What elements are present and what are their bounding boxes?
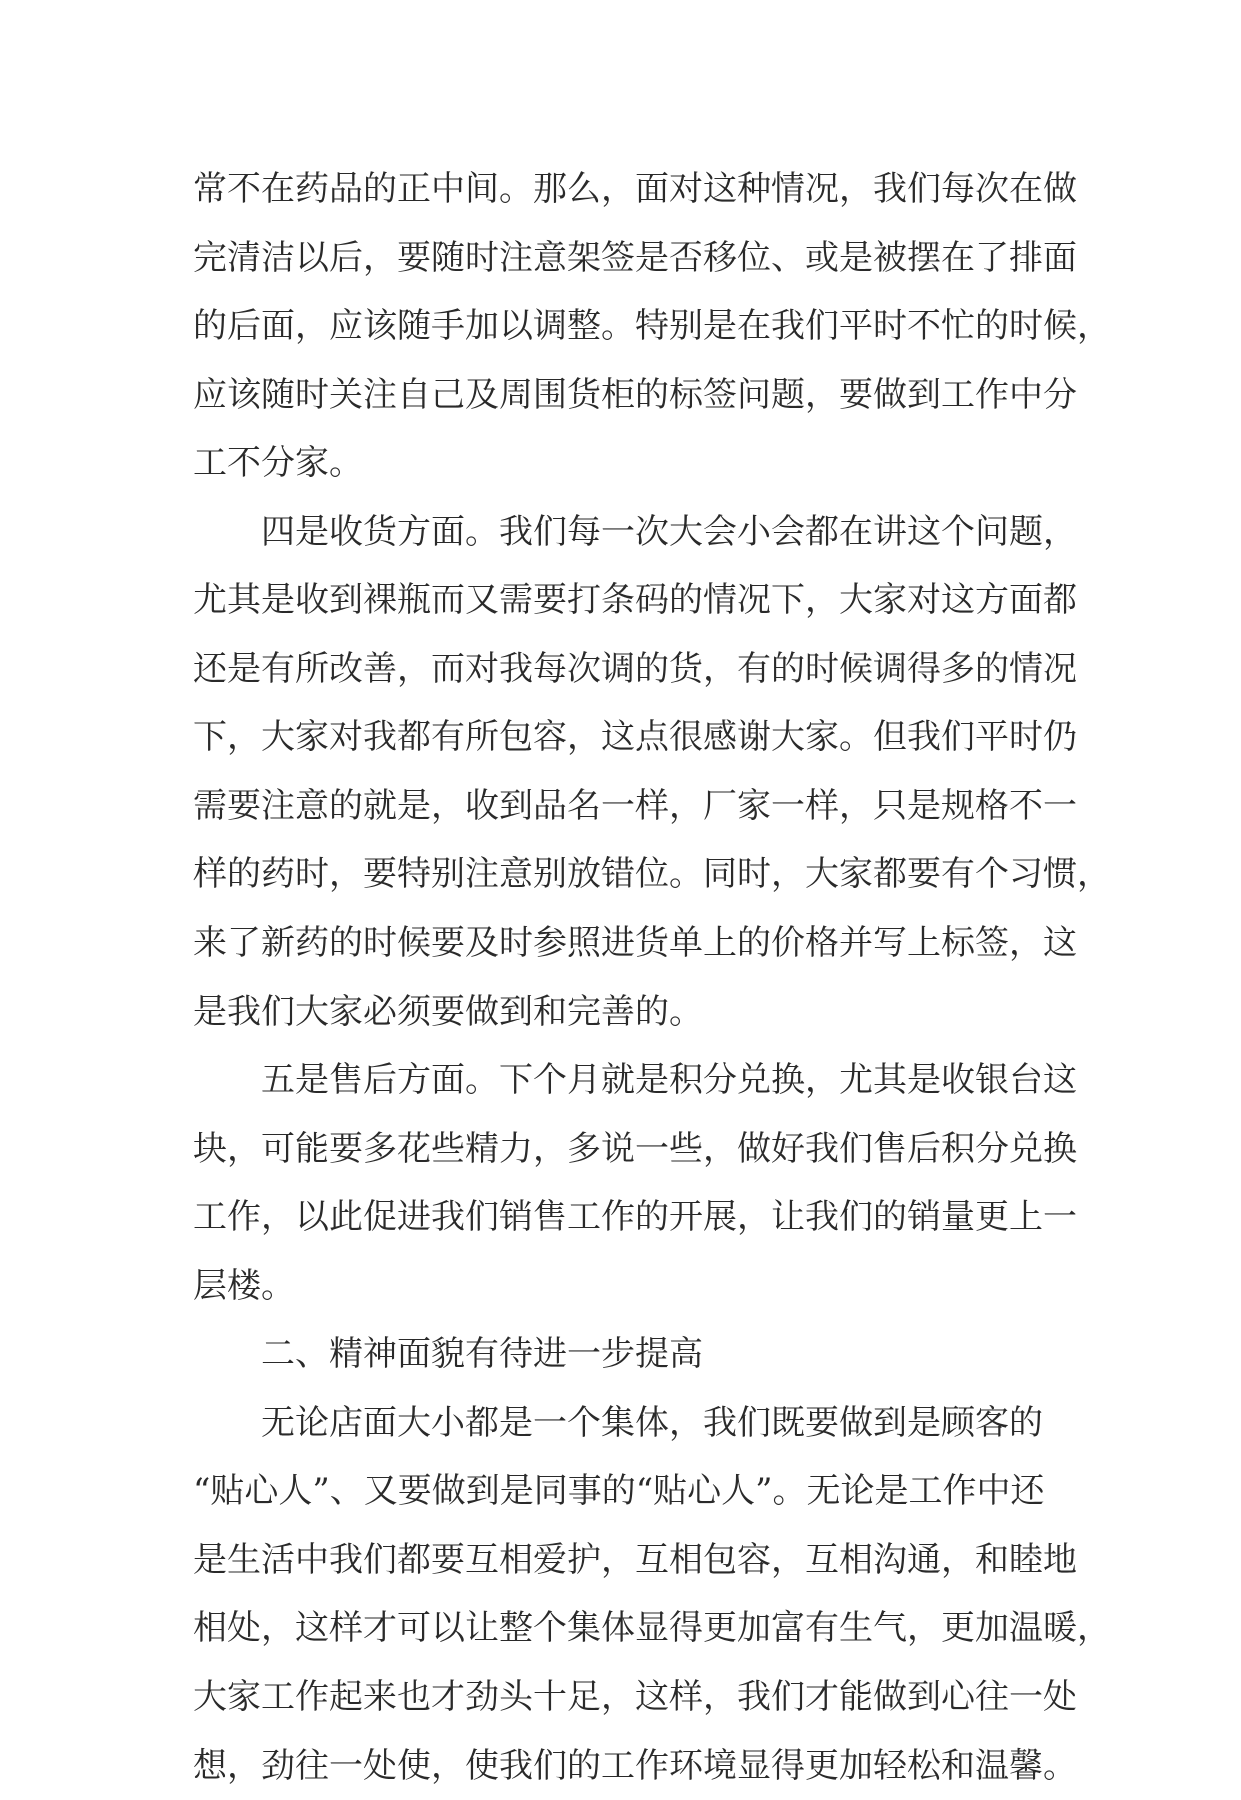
paragraph-start-line: 四是收货方面。我们每一次大会小会都在讲这个问题， (261, 511, 1077, 552)
text-line: 层楼。 (193, 1265, 295, 1306)
text-line: 应该随时关注自己及周围货柜的标签问题，要做到工作中分 (193, 374, 1077, 415)
text-line: 大家工作起来也才劲头十足，这样，我们才能做到心往一处 (193, 1677, 1077, 1718)
document-body (193, 155, 1111, 1800)
section-heading: 二、精神面貌有待进一步提高 (261, 1334, 703, 1375)
text-line: 工作，以此促进我们销售工作的开展，让我们的销量更上一 (193, 1197, 1077, 1238)
text-line: 块，可能要多花些精力，多说一些，做好我们售后积分兑换 (193, 1128, 1077, 1169)
text-line: 完清洁以后，要随时注意架签是否移位、或是被摆在了排面 (193, 237, 1077, 278)
text-line: 下，大家对我都有所包容，这点很感谢大家。但我们平时仍 (193, 717, 1077, 758)
text-line: 是生活中我们都要互相爱护，互相包容，互相沟通，和睦地 (193, 1539, 1077, 1580)
text-line: 还是有所改善，而对我每次调的货，有的时候调得多的情况 (193, 648, 1077, 689)
text-line: 尤其是收到裸瓶而又需要打条码的情况下，大家对这方面都 (193, 580, 1077, 621)
text-line: 是我们大家必须要做到和完善的。 (193, 991, 703, 1032)
text-line: 工不分家。 (193, 443, 363, 484)
paragraph-start-line: 无论店面大小都是一个集体，我们既要做到是顾客的 (261, 1402, 1043, 1443)
text-line: 相处，这样才可以让整个集体显得更加富有生气，更加温暖， (193, 1608, 1111, 1649)
paragraph-start-line: 五是售后方面。下个月就是积分兑换，尤其是收银台这 (261, 1060, 1077, 1101)
text-line: 的后面，应该随手加以调整。特别是在我们平时不忙的时候， (193, 306, 1111, 347)
text-line: 样的药时，要特别注意别放错位。同时，大家都要有个习惯， (193, 854, 1111, 895)
text-line: “贴心人”、又要做到是同事的“贴心人”。无论是工作中还 (193, 1471, 1045, 1512)
text-line: 常不在药品的正中间。那么，面对这种情况，我们每次在做 (193, 169, 1077, 209)
text-line: 来了新药的时候要及时参照进货单上的价格并写上标签，这 (193, 923, 1077, 964)
text-line: 想，劲往一处使，使我们的工作环境显得更加轻松和温馨。 (193, 1745, 1077, 1786)
text-line: 需要注意的就是，收到品名一样，厂家一样，只是规格不一 (193, 785, 1077, 826)
